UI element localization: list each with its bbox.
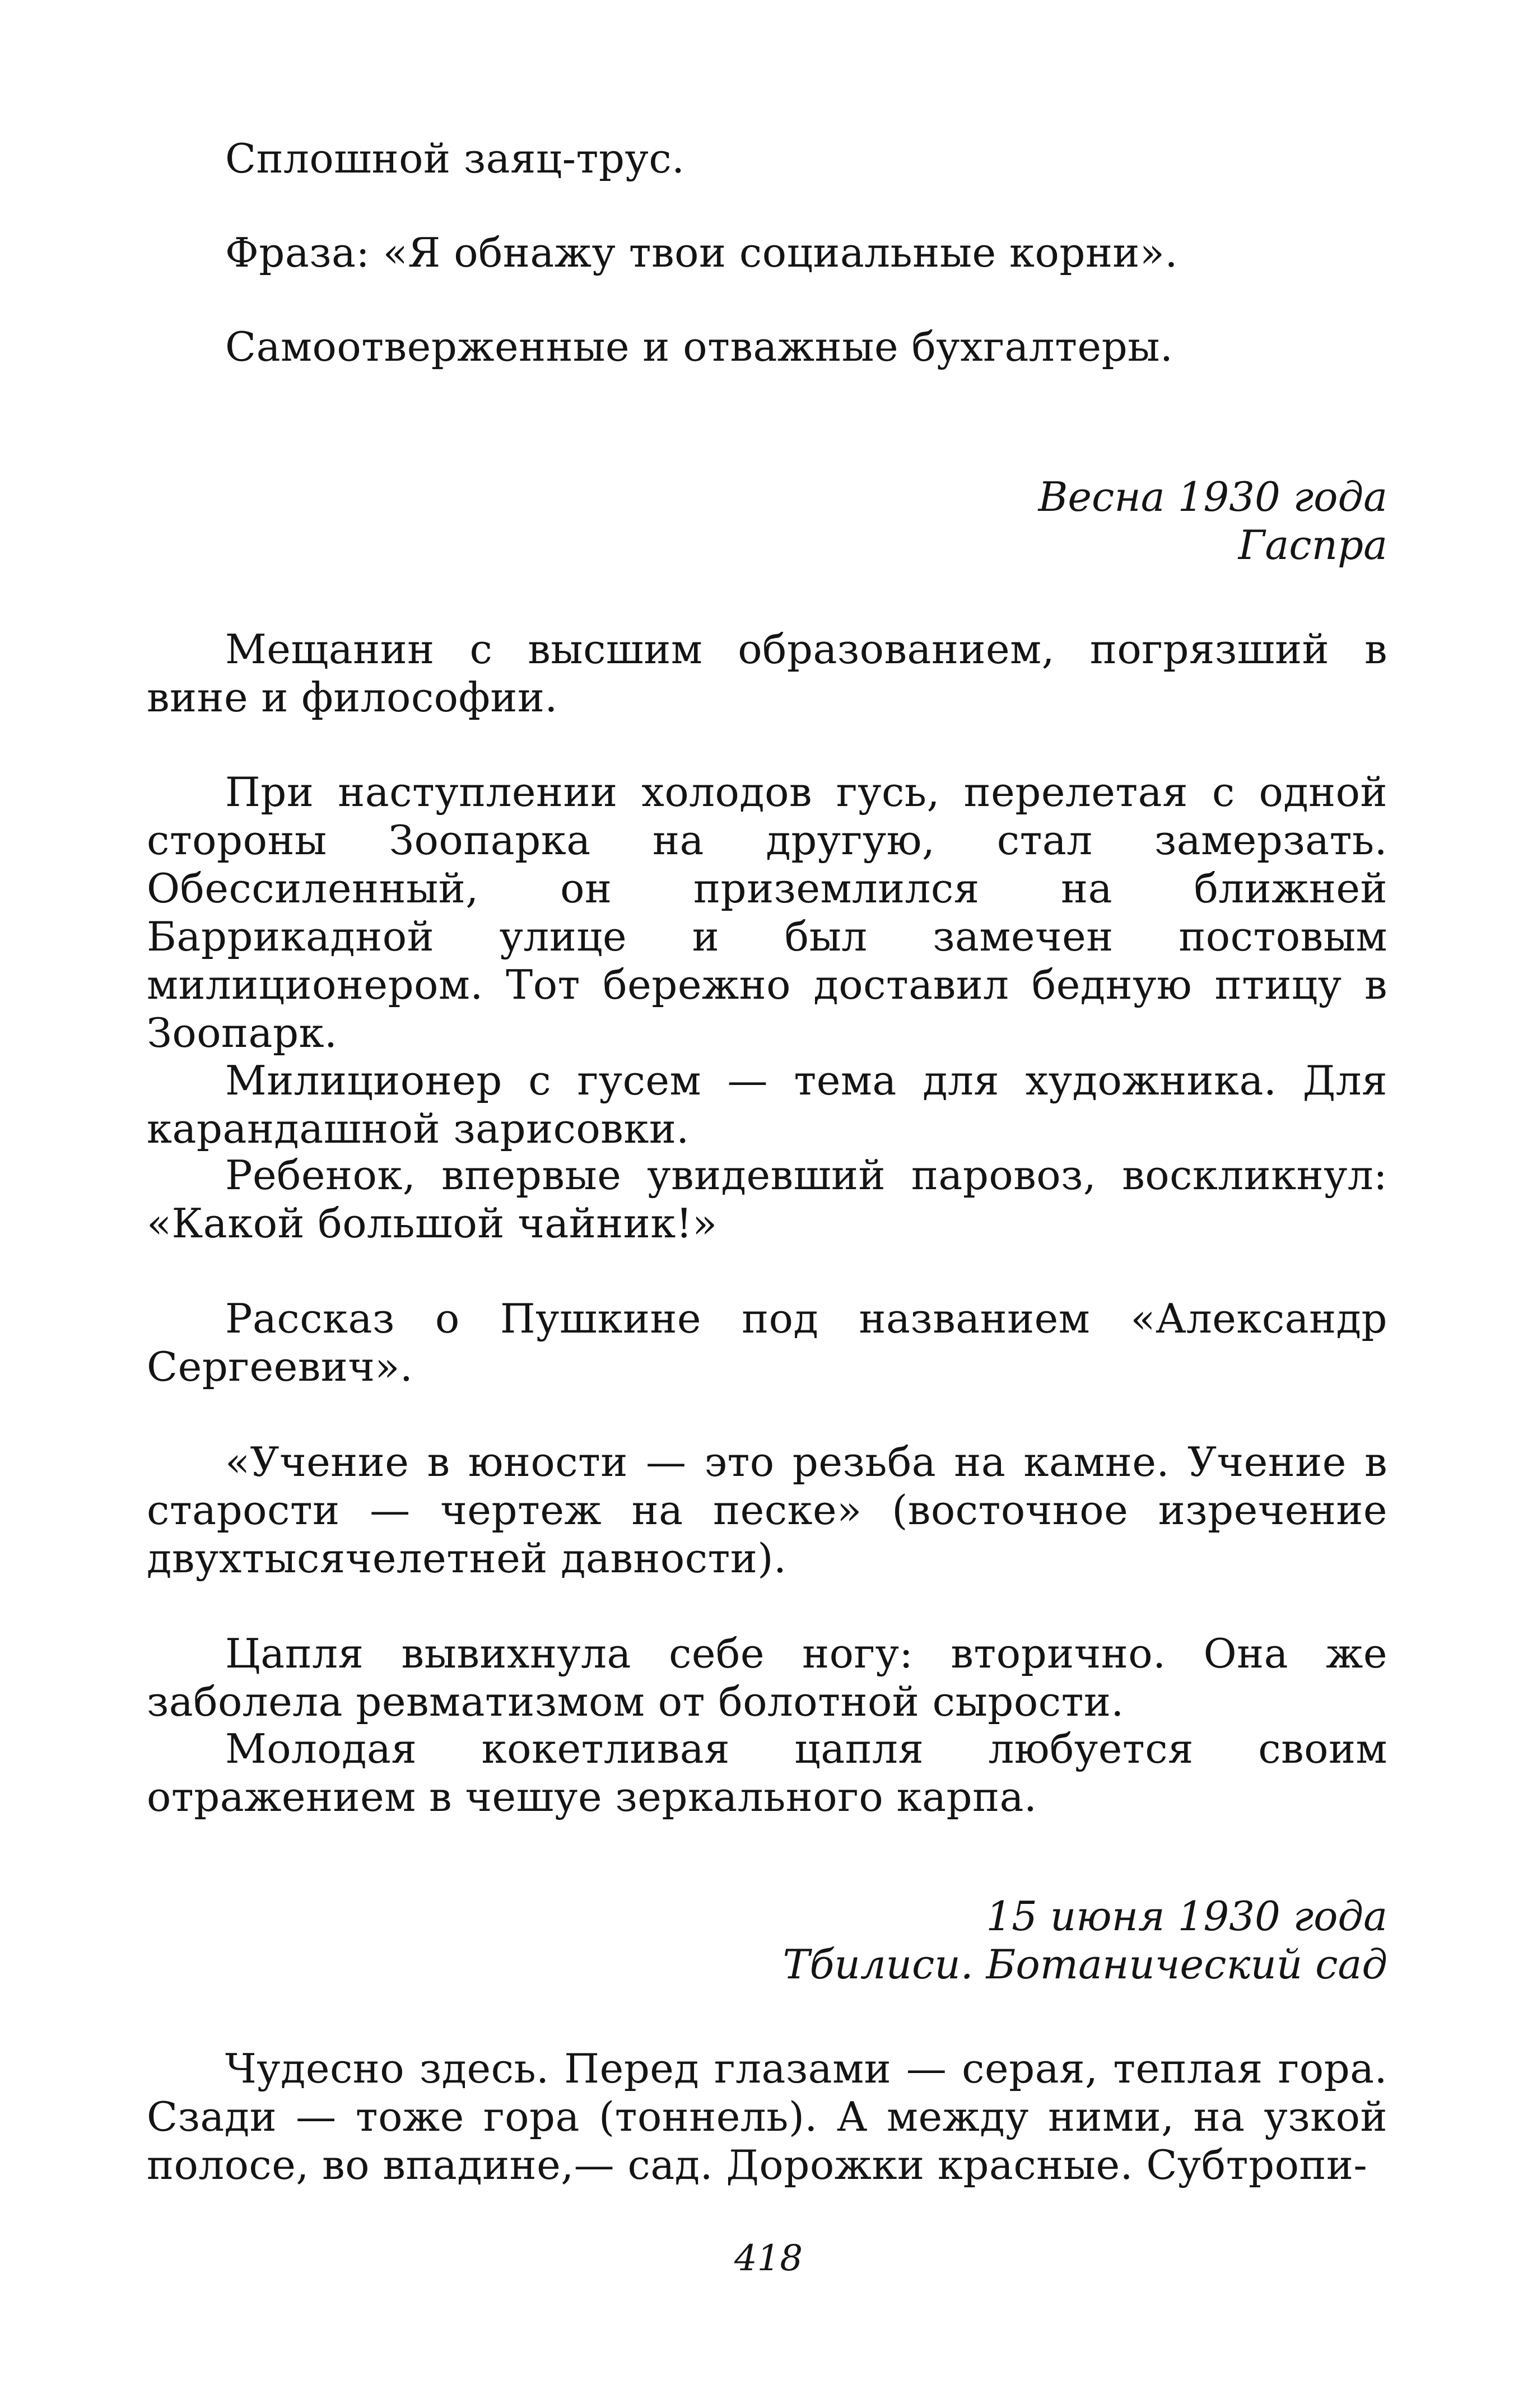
paragraph: Рассказ о Пушкине под названием «Александр Сергеевич».: [147, 1295, 1387, 1390]
paragraph: «Учение в юности — это резьба на камне. Учение в старости — чертеж на песке» (восточное изречение двухтысячелетней давности).: [147, 1438, 1387, 1582]
paragraph: Ребенок, впервые увидевший паровоз, воскликнул: «Какой большой чайник!»: [147, 1152, 1387, 1247]
entry-place: Гаспра: [1238, 521, 1387, 569]
entry-date: Весна 1930 года: [1038, 473, 1387, 520]
page-number: 418: [734, 2238, 803, 2279]
paragraph: Самоотверженные и отважные бухгалтеры.: [225, 323, 1173, 370]
paragraph: Фраза: «Я обнажу твои социальные корни».: [225, 229, 1178, 276]
entry-place: Тбилиси. Ботанический сад: [783, 1941, 1387, 1988]
paragraph: Молодая кокетливая цапля любуется своим отражением в чешуе зеркального карпа.: [147, 1725, 1387, 1820]
paragraph: Милиционер с гусем — тема для художника. Для карандашной зарисовки.: [147, 1057, 1387, 1152]
paragraph: Чудесно здесь. Перед глазами — серая, теплая гора. Сзади — тоже гора (тоннель). А между ними, на узкой полосе, во впадине,— сад. Дорожки красные. Субтропи-: [147, 2045, 1387, 2188]
paragraph: Сплошной заяц-трус.: [225, 135, 685, 182]
paragraph: При наступлении холодов гусь, перелетая с одной стороны Зоопарка на другую, стал замерзать. Обессиленный, он приземлился на ближней Баррикадной улице и был замечен постовым милиционером. Тот бережно доставил бедную птицу в Зоопарк.: [147, 768, 1387, 1056]
text-column: [147, 0, 1387, 2408]
paragraph: Мещанин с высшим образованием, погрязший в вине и философии.: [147, 626, 1387, 721]
paragraph: Цапля вывихнула себе ногу: вторично. Она же заболела ревматизмом от болотной сырости.: [147, 1630, 1387, 1725]
entry-date: 15 июня 1930 года: [986, 1893, 1387, 1940]
